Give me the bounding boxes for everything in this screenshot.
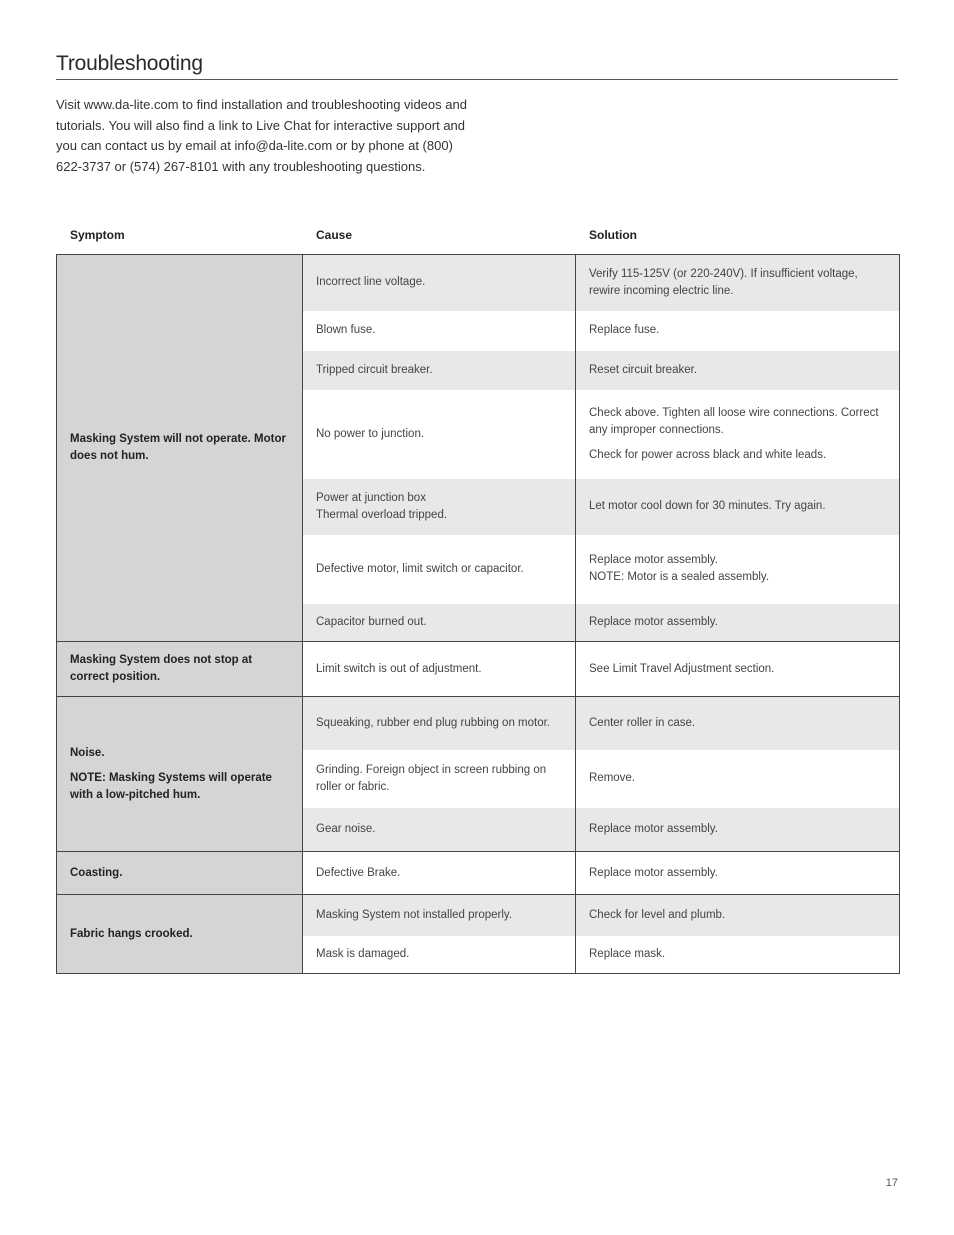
- symptom-cell: [57, 852, 303, 895]
- column-header-solution: Solution: [589, 228, 637, 242]
- intro-paragraph: Visit www.da-lite.com to find installation and troubleshooting videos and tutorials. You will also find a link to Live Chat for interactive support and you can contact us by email at info@da-lite.com or by phone at (800) 622-3737 or (574) 267-8101 with any troubleshooting questions.: [56, 97, 467, 174]
- solution-cell: See Limit Travel Adjustment section.: [576, 642, 900, 697]
- symptom-text: Masking System will not operate. Motor does not hum.: [70, 433, 286, 462]
- solution-cell: Replace fuse.: [576, 311, 900, 351]
- solution-cell: Let motor cool down for 30 minutes. Try again.: [576, 479, 900, 535]
- symptom-cell: [57, 642, 303, 697]
- cause-cell: Tripped circuit breaker.: [303, 351, 576, 390]
- page-number: 17: [885, 1177, 898, 1189]
- table-row: [57, 697, 900, 750]
- column-header-symptom: Symptom: [70, 228, 125, 242]
- solution-cell: Replace motor assembly.: [576, 852, 900, 895]
- cause-text-line2: Thermal overload tripped.: [316, 508, 448, 521]
- table-row: [57, 255, 900, 311]
- solution-cell: Remove.: [576, 750, 900, 808]
- solution-cell: Center roller in case.: [576, 697, 900, 750]
- solution-cell: Check for level and plumb.: [576, 895, 900, 936]
- table-row: [57, 852, 900, 895]
- solution-text: Replace motor assembly.: [589, 554, 718, 566]
- table-row: [57, 642, 900, 697]
- solution-cell: Verify 115-125V (or 220-240V). If insufficient voltage, rewire incoming electric line.: [576, 255, 900, 311]
- cause-cell: Limit switch is out of adjustment.: [303, 642, 576, 697]
- symptom-cell: [57, 697, 303, 852]
- cause-cell: Capacitor burned out.: [303, 604, 576, 642]
- symptom-cell: [57, 895, 303, 974]
- symptom-note: NOTE: Masking Systems will operate with a low-pitched hum.: [70, 771, 272, 801]
- cause-cell: [303, 479, 576, 535]
- solution-cell: Replace mask.: [576, 936, 900, 974]
- cause-cell: Defective Brake.: [303, 852, 576, 895]
- cause-cell: Squeaking, rubber end plug rubbing on motor.: [303, 697, 576, 750]
- symptom-text: Fabric hangs crooked.: [70, 927, 193, 940]
- cause-cell: Masking System not installed properly.: [303, 895, 576, 936]
- cause-cell: Gear noise.: [303, 808, 576, 852]
- solution-cell: Replace motor assembly.: [576, 604, 900, 642]
- column-header-cause: Cause: [316, 228, 353, 242]
- cause-cell: No power to junction.: [303, 390, 576, 479]
- cause-cell: Defective motor, limit switch or capacitor.: [303, 535, 576, 604]
- symptom-text: Noise.: [70, 746, 105, 759]
- solution-cell: Reset circuit breaker.: [576, 351, 900, 390]
- page-title: Troubleshooting: [56, 52, 898, 80]
- troubleshooting-table: [56, 254, 900, 974]
- solution-text: Check above. Tighten all loose wire connections. Correct any improper connections.: [589, 406, 879, 436]
- table-row: [57, 895, 900, 936]
- cause-cell: Blown fuse.: [303, 311, 576, 351]
- solution-cell: [576, 535, 900, 604]
- symptom-text: Masking System does not stop at correct position.: [70, 654, 253, 683]
- cause-cell: Incorrect line voltage.: [303, 255, 576, 311]
- solution-text-line2: NOTE: Motor is a sealed assembly.: [589, 571, 770, 583]
- cause-text: Power at junction box: [316, 491, 426, 504]
- solution-extra-text: Check for power across black and white leads.: [589, 448, 827, 461]
- cause-cell: Grinding. Foreign object in screen rubbing on roller or fabric.: [303, 750, 576, 808]
- symptom-text: Coasting.: [70, 866, 123, 879]
- solution-cell: [576, 390, 900, 479]
- cause-cell: Mask is damaged.: [303, 936, 576, 974]
- symptom-cell: [57, 255, 303, 642]
- solution-cell: Replace motor assembly.: [576, 808, 900, 852]
